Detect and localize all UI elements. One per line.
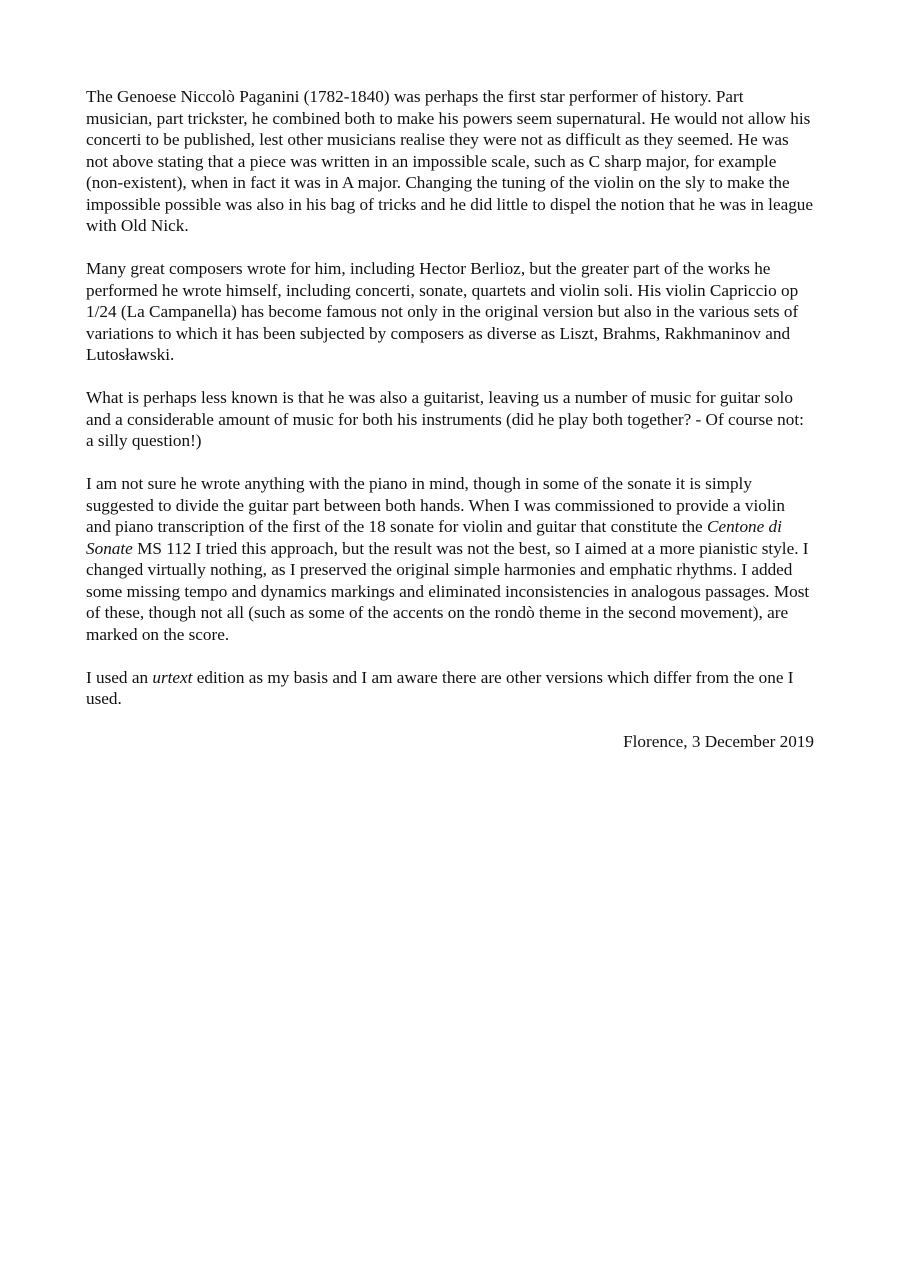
italic-term-urtext: urtext [152, 667, 193, 687]
document-page [86, 86, 814, 753]
paragraph-urtext [86, 667, 814, 710]
paragraph-guitarist: What is perhaps less known is that he was also a guitarist, leaving us a number of music for guitar solo and a considerable amount of music for both his instruments (did he play both together? - Of course not: a silly question!) [86, 388, 804, 450]
paragraph-text-segment: I used an [86, 667, 153, 687]
signature-place-date: Florence, 3 December 2019 [623, 732, 814, 751]
paragraph-text-segment: edition as my basis and I am aware there are other versions which differ from the one I used. [86, 667, 794, 708]
paragraph-transcription [86, 473, 814, 645]
paragraph-text-segment: I am not sure he wrote anything with the piano in mind, though in some of the sonate it is simply suggested to divide the guitar part between both hands. When I was commissioned to provide a violin and piano transcription of the first of the 18 sonate for violin and guitar that constitute the [86, 474, 785, 536]
paragraph-composers: Many great composers wrote for him, including Hector Berlioz, but the greater part of the works he performed he wrote himself, including concerti, sonate, quartets and violin soli. His violin Capriccio op 1/24 (La Campanella) has become famous not only in the original version but also in the various sets of variations to which it has been subjected by composers as diverse as Liszt, Brahms, Rakhmaninov and Lutosławski. [86, 259, 799, 364]
paragraph-text-segment: MS 112 I tried this approach, but the result was not the best, so I aimed at a more pianistic style. I changed virtually nothing, as I preserved the original simple harmonies and emphatic rhythms. I added some missing tempo and dynamics markings and eliminated inconsistencies in analogous passages. Most of these, though not all (such as some of the accents on the rondò theme in the second movement), are marked on the score. [86, 538, 810, 644]
paragraph-paganini-intro: The Genoese Niccolò Paganini (1782-1840) was perhaps the first star performer of history. Part musician, part trickster, he combined both to make his powers seem supernatural. He would not allow his concerti to be published, lest other musicians realise they were not as difficult as they seemed. He was not above stating that a piece was written in an impossible scale, such as C sharp major, for example (non-existent), when in fact it was in A major. Changing the tuning of the violin on the sly to make the impossible possible was also in his bag of tricks and he did little to dispel the notion that he was in league with Old Nick. [86, 87, 814, 235]
italic-title-centone: Centone di Sonate [86, 517, 782, 558]
